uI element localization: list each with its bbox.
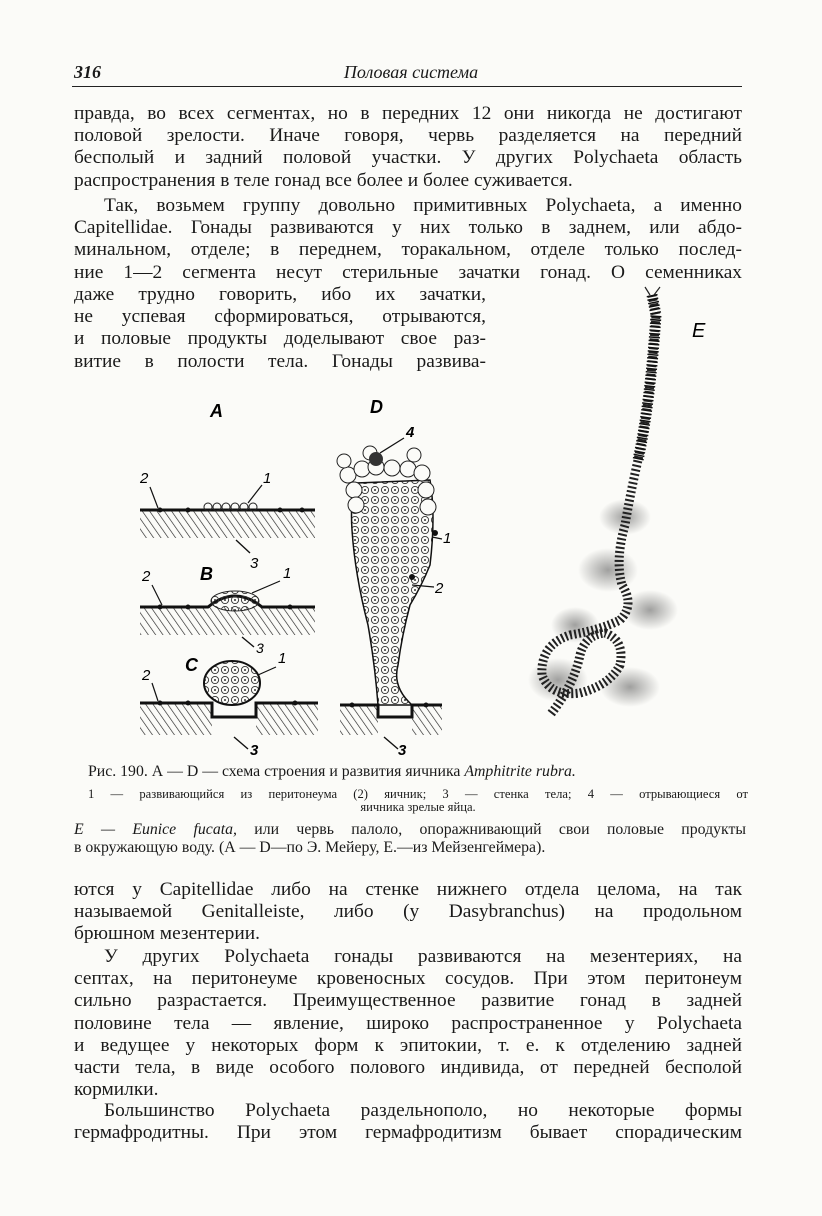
label-1: 1 xyxy=(283,565,292,582)
paragraph-2 xyxy=(74,195,742,284)
label-1: 1 xyxy=(278,650,287,667)
text-line: распространения в теле гонад все более и более суживается. xyxy=(74,169,573,191)
figure-caption-e xyxy=(74,821,746,857)
text-line: половине тела — явление, широко распространенное у Polychaeta xyxy=(74,1012,742,1034)
label-2: 2 xyxy=(435,580,444,597)
panel-e-eunice-worm xyxy=(528,287,678,715)
header-rule xyxy=(72,86,742,87)
caption-e-rest: или червь палоло, опоражнивающий свои половые продукты xyxy=(254,821,747,838)
text-line: бесполый и задний половой участки. У других Polychaeta область xyxy=(74,147,742,169)
panel-a-drawing xyxy=(140,503,315,538)
text-line: Так, возьмем группу довольно примитивных Polychaeta, а именно xyxy=(104,195,742,216)
text-line: сильно разрастается. Преимущественное развитие гонад в задней xyxy=(74,990,742,1012)
text-line: У других Polychaeta гонады развиваются на мезентериях, на xyxy=(104,946,742,967)
page-number: 316 xyxy=(74,62,101,82)
label-3: 3 xyxy=(398,742,407,755)
text-line: минальном, отделе; в переднем, торакальном, отделе только послед- xyxy=(74,239,742,261)
text-line: септах, на перитонеуме кровеносных сосудов. При этом перитонеум xyxy=(74,968,742,990)
text-line: ние 1—2 сегмента несут стерильные зачатки гонад. О семенниках xyxy=(74,261,742,283)
figure-legend xyxy=(88,788,748,814)
panel-label-c: C xyxy=(185,655,198,675)
paragraph-1 xyxy=(74,103,742,192)
text-line: Большинство Polychaeta раздельнополо, но некоторые формы xyxy=(104,1100,742,1121)
text-line: витие в полости тела. Гонады развива- xyxy=(74,350,486,372)
text-line: кормилки. xyxy=(74,1079,159,1101)
text-line: половой зрелости. Иначе говоря, червь разделяется на передний xyxy=(74,125,742,147)
figure-190 xyxy=(130,285,780,755)
text-line: называемой Genitalleiste, либо (у Dasybranchus) на продольном xyxy=(74,901,742,923)
label-3: 3 xyxy=(250,555,259,572)
figure-caption xyxy=(88,763,748,781)
paragraph-3 xyxy=(74,879,742,946)
panel-label-b: B xyxy=(200,564,213,584)
paragraph-4 xyxy=(74,946,742,1101)
panel-label-e: E xyxy=(692,320,706,342)
caption-e-species: E — Eunice fucata, xyxy=(74,821,237,838)
label-3: 3 xyxy=(256,640,264,656)
text-line: правда, во всех сегментах, но в передних 12 они никогда не достигают xyxy=(74,103,742,124)
label-1: 1 xyxy=(443,530,452,547)
text-line: Capitellidae. Гонады развиваются у них только в заднем, или абдо- xyxy=(74,217,742,239)
text-line: и ведущее у некоторых форм к эпитокии, т. е. к отделению задней xyxy=(74,1034,742,1056)
paragraph-5 xyxy=(74,1100,742,1144)
panel-label-a: A xyxy=(210,401,223,421)
label-2: 2 xyxy=(142,667,151,684)
panel-label-d: D xyxy=(370,397,383,417)
legend-line: яичника зрелые яйца. xyxy=(360,800,476,814)
label-2: 2 xyxy=(142,568,151,585)
caption-line: в окружающую воду. (А — D—по Э. Мейеру, Е.—из Мейзенгеймера). xyxy=(74,839,546,856)
label-4: 4 xyxy=(406,424,415,441)
text-line: брюшном мезентерии. xyxy=(74,923,260,945)
text-line: ются у Capitellidae либо на стенке нижнего отдела целома, на так xyxy=(74,879,742,900)
legend-line: 1 — развивающийся из перитонеума (2) яичник; 3 — стенка тела; 4 — отрывающиеся от xyxy=(88,787,748,801)
caption-species: Amphitrite rubra. xyxy=(464,763,576,780)
panel-b-drawing xyxy=(140,591,315,635)
running-title: Половая система xyxy=(343,62,479,82)
panel-c-drawing xyxy=(140,661,318,735)
caption-prefix: Рис. 190. А — D — схема строения и развития яичника xyxy=(88,763,461,780)
panel-d-drawing xyxy=(337,446,442,735)
text-line: даже трудно говорить, ибо их зачатки, xyxy=(74,284,486,305)
text-line: не успевая сформироваться, отрываются, xyxy=(74,306,486,328)
caption-line xyxy=(74,821,746,839)
label-3: 3 xyxy=(250,742,259,755)
label-1: 1 xyxy=(263,470,272,487)
label-2: 2 xyxy=(140,470,149,487)
text-line: и половые продукты доделывают свое раз- xyxy=(74,328,486,350)
caption-line xyxy=(88,763,748,781)
text-line: гермафродитны. При этом гермафродитизм бывает спорадическим xyxy=(74,1122,742,1144)
text-line: части тела, в виде особого полового индивида, от передней бесполой xyxy=(74,1057,742,1079)
